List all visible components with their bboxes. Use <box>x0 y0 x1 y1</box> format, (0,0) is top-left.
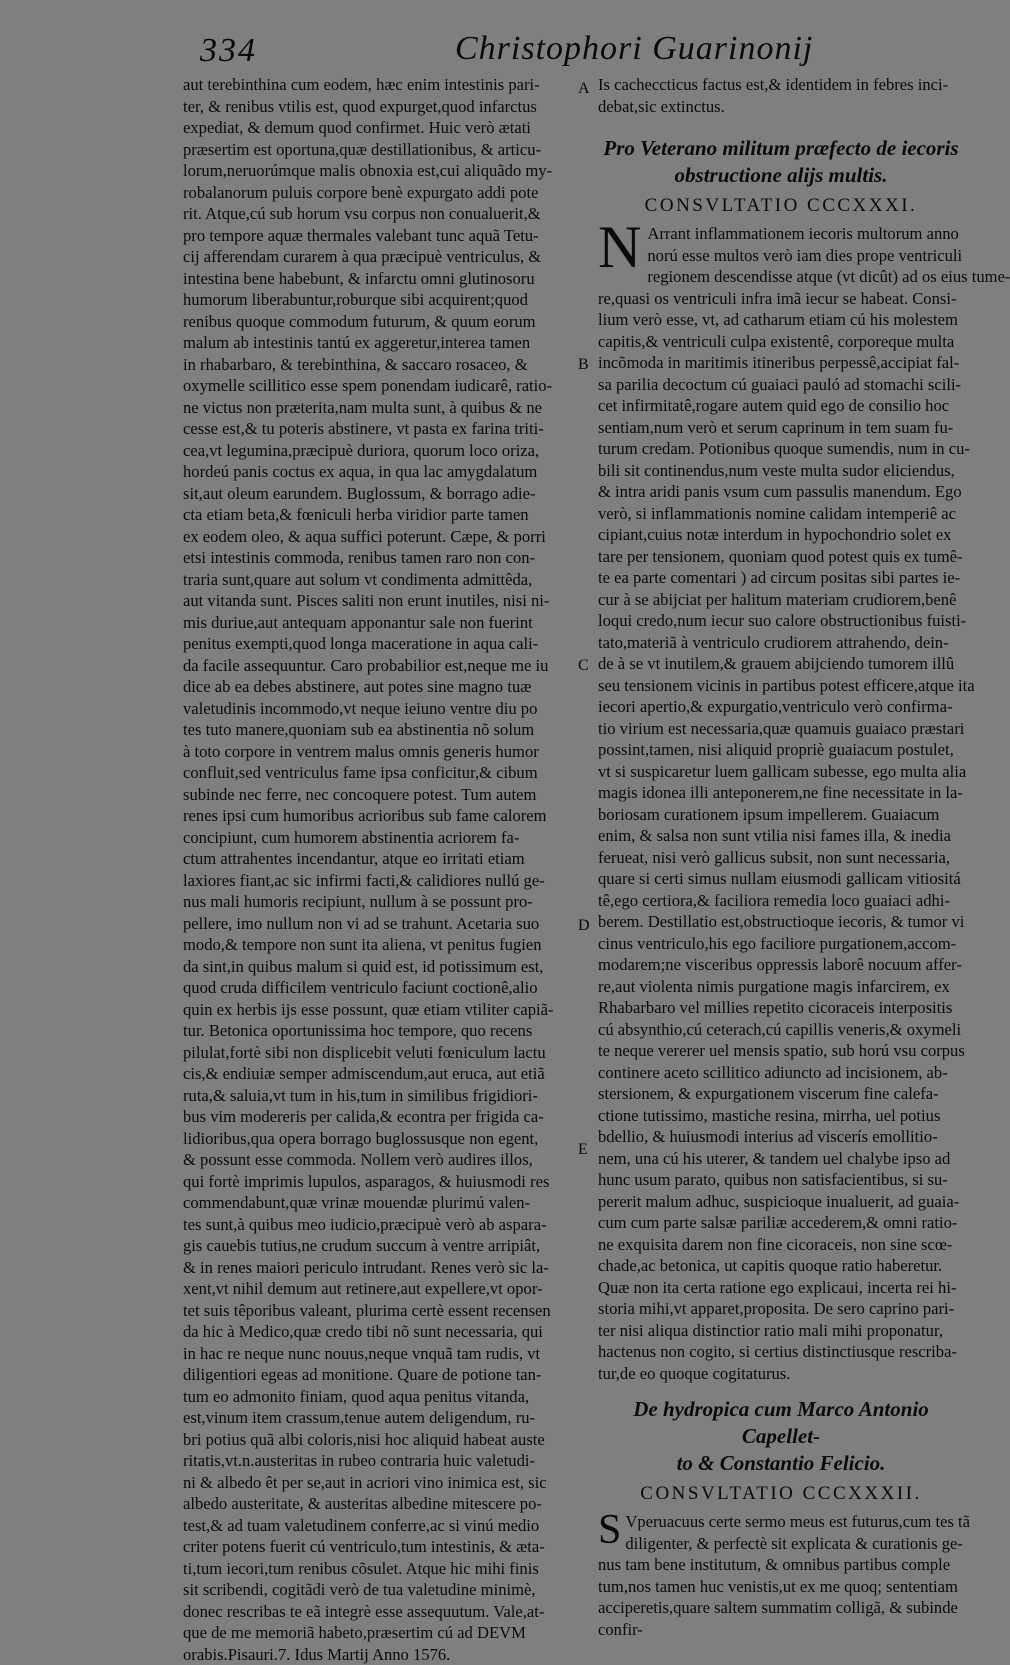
section1-line: possint,tamen, nisi aliquid propriè guaiacum postulet, <box>598 739 964 761</box>
margin-letter-b: B <box>578 356 589 374</box>
section1-line: cum cum parte salsæ pariliæ accederem,& omni ratio- <box>598 1212 964 1234</box>
left-column-line: qui fortè imprimis lupulos, asparagos, & huiusmodi res <box>183 1171 575 1193</box>
section1-line: bdellio, & huiusmodi interius ad viscerís emollitio- <box>598 1126 964 1148</box>
left-column-line: cij afferendam curarem à qua præcipuè ventriculus, & <box>183 246 575 268</box>
section1-title-line2: obstructione alijs multis. <box>598 162 964 189</box>
left-column-line: lorum,neruorúmque malis obnoxia est,cui aliquãdo my- <box>183 160 575 182</box>
margin-letter-d: D <box>578 917 590 935</box>
left-column-line: etsi intestinis commoda, renibus tamen raro non con- <box>183 547 575 569</box>
section2-title-line1: De hydropica cum Marco Antonio Capellet- <box>598 1396 964 1450</box>
section1-line: vt si suspicaretur luem gallicam subesse, ego multa alia <box>598 761 964 783</box>
section1-line: lium verò esse, vt, ad catharum etiam cú his molestem <box>598 309 964 331</box>
section1-line: cur à se abijciat per halitum materiam crudiorem,benê <box>598 589 964 611</box>
left-column-line: xent,vt nihil demum aut retinere,aut expellere,vt opor- <box>183 1278 575 1300</box>
section1-line: tur,de eo quoque cogitaturus. <box>598 1363 964 1385</box>
section1-line: quare si certi simus nullam eiusmodi gallicam vitiositá <box>598 868 964 890</box>
section1-line: magis idonea illi anteponerem,ne fine necessitate in la- <box>598 782 964 804</box>
left-column-line: aut vitanda sunt. Pisces saliti non erunt inutiles, nisi ni- <box>183 590 575 612</box>
section1-line: sentiam,num verò et serum caprinum in tem suam fu- <box>598 417 964 439</box>
section2-body <box>598 1511 964 1640</box>
left-column-line: in rhabarbaro, & terebinthina, & saccaro rosaceo, & <box>183 354 575 376</box>
left-column-line: pro tempore aquæ thermales valebant tunc aquã Tetu- <box>183 225 575 247</box>
left-column-line: renibus quoque commodum futurum, & quum eorum <box>183 311 575 333</box>
section1-line: continere aceto scillitico adiuncto ad incisionem, ab- <box>598 1062 964 1084</box>
section1-line: boriosam curationem ipsum impellerem. Guaiacum <box>598 804 964 826</box>
left-column-line: donec rescribas te eã integrè esse assequutum. Vale,at- <box>183 1601 575 1623</box>
left-column-line: commendabunt,quæ vrinæ mouendæ plurimú valen- <box>183 1192 575 1214</box>
left-column-line: in hac re neque nunc nouus,neque vnquã tam rudis, vt <box>183 1343 575 1365</box>
left-column-line: bri potius quã albi coloris,nisi hoc aliquid habeat auste <box>183 1429 575 1451</box>
left-column-line: rit. Atque,cú sub horum vsu corpus non conualuerit,& <box>183 203 575 225</box>
section1-line: chade,ac betonica, ut capitis quoque ratio haberetur. <box>598 1255 964 1277</box>
left-column-line: tet suis têporibus valeant, plurima certè essent recensen <box>183 1300 575 1322</box>
left-column-line: gis cauebis tutius,ne crudum succum à ventre arripiât, <box>183 1235 575 1257</box>
section1-line: incõmoda in maritimis itineribus perpessê,accipiat fal- <box>598 352 964 374</box>
left-column-line: quod cruda difficilem ventriculo faciunt coctionê,alio <box>183 977 575 999</box>
intro-line: Is cacheccticus factus est,& identidem in febres inci- <box>598 74 964 96</box>
left-column-line: quin ex herbis ijs esse possunt, quæ etiam vtiliter capiã- <box>183 999 575 1021</box>
section1-title-line1: Pro Veterano militum præfecto de iecoris <box>598 135 964 162</box>
section1-line: Arrant inflammationem iecoris multorum anno <box>598 223 964 245</box>
section1-line: ctione tutissimo, mastiche resina, mirrha, uel potius <box>598 1105 964 1127</box>
margin-letter-a: A <box>578 80 590 98</box>
section1-line: tato,materiã à ventriculo crudiorem attrahendo, dein- <box>598 632 964 654</box>
left-column-line: bus vim modereris per calida,& econtra per frigida ca- <box>183 1106 575 1128</box>
left-column-line: tur. Betonica oportunissima hoc tempore, quo recens <box>183 1020 575 1042</box>
section1-line: hactenus non cogito, si certius distinctiusque rescriba- <box>598 1341 964 1363</box>
left-column-line: mis duriue,aut antequam apponantur sale non fuerint <box>183 612 575 634</box>
left-column-line: expediat, & demum quod confirmet. Huic verò ætati <box>183 117 575 139</box>
left-column-line: da facile assequuntur. Caro probabilior est,neque me iu <box>183 655 575 677</box>
left-column-line: albedo austeritate, & austeritas albedine mitescere po- <box>183 1493 575 1515</box>
left-column-line: ctum attrahentes incendantur, atque eo irritati etiam <box>183 848 575 870</box>
left-column-line: intestina bene habebunt, & infarctu omni glutinosoru <box>183 268 575 290</box>
section1-line: turum credam. Potionibus quoque sumendis, num in cu- <box>598 438 964 460</box>
section1-line: storia mihi,vt apparet,proposita. De sero caprino pari- <box>598 1298 964 1320</box>
section1-line: hunc usum parato, quibus non satisfacientibus, si su- <box>598 1169 964 1191</box>
left-column-line: lidioribus,qua opera borrago buglossusque non egent, <box>183 1128 575 1150</box>
section2-line: nus tam bene institutum, & omnibus partibus comple <box>598 1554 964 1576</box>
section1-line: ferueat, nisi verò gallicus subsit, non sunt necessaria, <box>598 847 964 869</box>
left-column-line: dice ab ea debes abstinere, aut potes sine magno tuæ <box>183 676 575 698</box>
left-column-line: sit,aut oleum earundem. Buglossum, & borrago adie- <box>183 483 575 505</box>
left-column-line: tes tuto manere,quoniam sub ea abstinentia nõ solum <box>183 719 575 741</box>
left-column-line: diligentiori egeas ad monitione. Quare de potione tan- <box>183 1364 575 1386</box>
left-column-line: renes ipsi cum humoribus acrioribus sub fame calorem <box>183 805 575 827</box>
section1-line: berem. Destillatio est,obstructioque iecoris, & tumor vi <box>598 911 964 933</box>
section2-title-line2: to & Constantio Felicio. <box>598 1450 964 1477</box>
margin-letter-e: E <box>578 1141 588 1159</box>
section2-dropcap: S <box>598 1513 621 1547</box>
section1-line: ne exquisita darem non fine cicoraceis, non sine scœ- <box>598 1234 964 1256</box>
left-column-line: ter, & renibus vtilis est, quod expurget,quod infarctus <box>183 96 575 118</box>
right-column <box>598 74 964 1640</box>
section1-line: re,aut violenta nimis purgatione magis infarcirem, ex <box>598 976 964 998</box>
section1-line: de à se vt inutilem,& grauem abijciendo tumorem illû <box>598 653 964 675</box>
left-column-line: humorum liberabuntur,roburque sibi acquirent;quod <box>183 289 575 311</box>
section1-dropcap: N <box>598 225 641 269</box>
section1-line: capitis,& ventriculi culpa existentê, corporeque multa <box>598 331 964 353</box>
section2-line: confir- <box>598 1619 964 1641</box>
left-column-line: ti,tum iecori,tum renibus cõsulet. Atque hic mihi finis <box>183 1558 575 1580</box>
left-column-line: à toto corpore in ventrem malus omnis generis humor <box>183 741 575 763</box>
section1-line: verò, si inflammationis nomine calidam intemperiê ac <box>598 503 964 525</box>
left-column-line: est,vinum item crassum,tenue autem deligendum, ru- <box>183 1407 575 1429</box>
section2-consultatio: CONSVLTATIO CCCXXXII. <box>598 1481 964 1507</box>
left-column-line: ex eodem oleo, & aqua suffici poterunt. Cæpe, & porri <box>183 526 575 548</box>
left-column-line: tum eo admonito finiam, quod aqua penitus vitanda, <box>183 1386 575 1408</box>
left-column-line: orabis.Pisauri.7. Idus Martij Anno 1576. <box>183 1644 575 1665</box>
left-column-line: ne victus non præterita,nam multa sunt, à quibus & ne <box>183 397 575 419</box>
left-column-line: valetudinis incommodo,vt neque ieiuno ventre diu po <box>183 698 575 720</box>
left-column-line: cis,& endiuiæ semper admiscendum,aut eruca, aut etiã <box>183 1063 575 1085</box>
left-column-line: da sint,in quibus malum si quid est, id potissimum est, <box>183 956 575 978</box>
section1-line: bili sit continendus,num veste multa sudor eliciendus, <box>598 460 964 482</box>
section1-line: enim, & salsa non sunt vtilia nisi fames illa, & inedia <box>598 825 964 847</box>
left-column-line: laxiores fiant,ac sic infirmi facti,& calidiores nullú ge- <box>183 870 575 892</box>
left-column-line: robalanorum puluis corpore benè expurgato addi pote <box>183 182 575 204</box>
left-column-line: hordeú panis coctus ex aqua, in qua lac amygdalatum <box>183 461 575 483</box>
section1-line: tê,ego certiora,& faciliora remedia loco guaiaci adhi- <box>598 890 964 912</box>
section1-line: seu tensionem vicinis in partibus potest efficere,atque ita <box>598 675 964 697</box>
left-column-line: ruta,& saluia,vt tum in his,tum in similibus frigidiori- <box>183 1085 575 1107</box>
section1-line: iecori apertio,& expurgatio,ventriculo verò confirma- <box>598 696 964 718</box>
left-column-line: ritatis,vt.n.austeritas in rubeo contraria huic valetudi- <box>183 1450 575 1472</box>
section1-consultatio: CONSVLTATIO CCCXXXI. <box>598 193 964 219</box>
left-column-line: nus mali humoris recipiunt, nullum à se possunt pro- <box>183 891 575 913</box>
left-column-line: tes sunt,à quibus meo iudicio,præcipuè verò ab aspara- <box>183 1214 575 1236</box>
intro-text <box>598 74 964 117</box>
left-column-line: test,& ad tuam valetudinem conferre,ac si vinú medio <box>183 1515 575 1537</box>
section1-body <box>598 223 964 1384</box>
section1-line: te neque vererer uel mensis spatio, sub horú vsu corpus <box>598 1040 964 1062</box>
section2-line: acciperetis,quare saltem summatim colligã, & subinde <box>598 1597 964 1619</box>
left-column-line: traria sunt,quare aut solum vt condimenta admittêda, <box>183 569 575 591</box>
section2-line: tum,nos tamen huc venistis,ut ex me quoq; sententiam <box>598 1576 964 1598</box>
left-column-line: ni & albedo êt per se,aut in acriori vino inimica est, sic <box>183 1472 575 1494</box>
section1-line: loqui credo,num iecur suo calore obstructionibus fuisti- <box>598 610 964 632</box>
section1-line: norú esse multos verò iam dies prope ventriculi <box>598 245 964 267</box>
section1-line: nem, una cú his uterer, & tandem uel chalybe ipso ad <box>598 1148 964 1170</box>
running-title: Christophori Guarinonij <box>455 30 813 68</box>
left-column-line: que de me memoriã habeto,præsertim cú ad DEVM <box>183 1622 575 1644</box>
left-column-line: cesse est,& tu poteris abstinere, vt pasta ex farina triti- <box>183 418 575 440</box>
section1-line: stersionem, & expurgationem viscerum fine calefa- <box>598 1083 964 1105</box>
section1-line: te ea parte comentari ) ad circum positas sibi partes ie- <box>598 567 964 589</box>
left-column-line: da hic à Medico,quæ credo tibi nõ sunt necessaria, qui <box>183 1321 575 1343</box>
section1-line: cet infirmitatê,rogare autem quid ego de consilio hoc <box>598 395 964 417</box>
section1-line: modarem;ne visceribus oppressis laborê nocuum affer- <box>598 954 964 976</box>
margin-letter-c: C <box>578 657 589 675</box>
left-column-line: confluit,sed ventriculus fame ipsa conficitur,& cibum <box>183 762 575 784</box>
left-column-line: subinde nec ferre, nec concoquere potest. Tum autem <box>183 784 575 806</box>
left-column-line: oxymelle scillitico esse spem ponendam iudicarê, ratio- <box>183 375 575 397</box>
section1-line: ter nisi aliqua distinctior ratio mali mihi proponatur, <box>598 1320 964 1342</box>
section2-line: diligenter, & perfectè sit explicata & curationis ge- <box>598 1533 964 1555</box>
left-column <box>183 74 575 1665</box>
left-column-line: & in renes maiori periculo intrudant. Renes verò sic la- <box>183 1257 575 1279</box>
left-column-line: cea,vt legumina,præcipuè duriora, quorum loco oriza, <box>183 440 575 462</box>
section1-line: cinus ventriculo,his ego faciliore purgationem,accom- <box>598 933 964 955</box>
section1-line: re,quasi os ventriculi infra imã iecur se habeat. Consi- <box>598 288 964 310</box>
section1-line: sa parilia decoctum cú guaiaci pauló ad stomachi scili- <box>598 374 964 396</box>
section1-line: & intra aridi panis vsum cum passulis manendum. Ego <box>598 481 964 503</box>
left-column-line: pilulat,fortè sibi non displicebit veluti fœniculum lactu <box>183 1042 575 1064</box>
left-column-line: modo,& tempore non sunt ita aliena, vt penitus fugien <box>183 934 575 956</box>
left-column-line: sit scribendi, cogitãdi verò de tua valetudine minimè, <box>183 1579 575 1601</box>
section1-line: tare per tensionem, quoniam quod potest quis ex tumê- <box>598 546 964 568</box>
left-column-line: præsertim est oportuna,quæ destillationibus, & articu- <box>183 139 575 161</box>
left-column-line: malum ab intestinis tantú ex aggeretur,interea tamen <box>183 332 575 354</box>
section1-line: regionem descendisse atque (vt dicût) ad os eius tume- <box>598 266 964 288</box>
left-column-line: pellere, imo nullum non vi ad se trahunt. Acetaria suo <box>183 913 575 935</box>
section1-line: cipiant,cuius notæ interdum in hypochondrio solet ex <box>598 524 964 546</box>
intro-line: debat,sic extinctus. <box>598 96 964 118</box>
left-column-line: & possunt esse commoda. Nollem verò audires illos, <box>183 1149 575 1171</box>
page-number: 334 <box>200 32 257 70</box>
section1-line: Rhabarbaro vel millies repetito cicoraceis interpositis <box>598 997 964 1019</box>
section1-line: Quæ non ita certa ratione ego explicaui, incerta rei hi- <box>598 1277 964 1299</box>
section1-line: cú absynthio,cú ceterach,cú capillis veneris,& oxymeli <box>598 1019 964 1041</box>
section1-line: tio virium est necessaria,quæ quamuis guaiaco præstari <box>598 718 964 740</box>
section2-line: Vperuacuus certe sermo meus est futurus,cum tes tã <box>598 1511 964 1533</box>
left-column-line: cta etiam beta,& fœniculi herba viridior parte tamen <box>183 504 575 526</box>
left-column-line: penitus exempti,quod longa maceratione in aqua cali- <box>183 633 575 655</box>
left-column-line: concipiunt, cum humorem abstinentia acriorem fa- <box>183 827 575 849</box>
left-column-line: aut terebinthina cum eodem, hæc enim intestinis pari- <box>183 74 575 96</box>
left-column-line: criter potens fuerit cú ventriculo,tum intestinis, & æta- <box>183 1536 575 1558</box>
section1-line: pererit malum adhuc, suspicioque inualuerit, ad guaia- <box>598 1191 964 1213</box>
